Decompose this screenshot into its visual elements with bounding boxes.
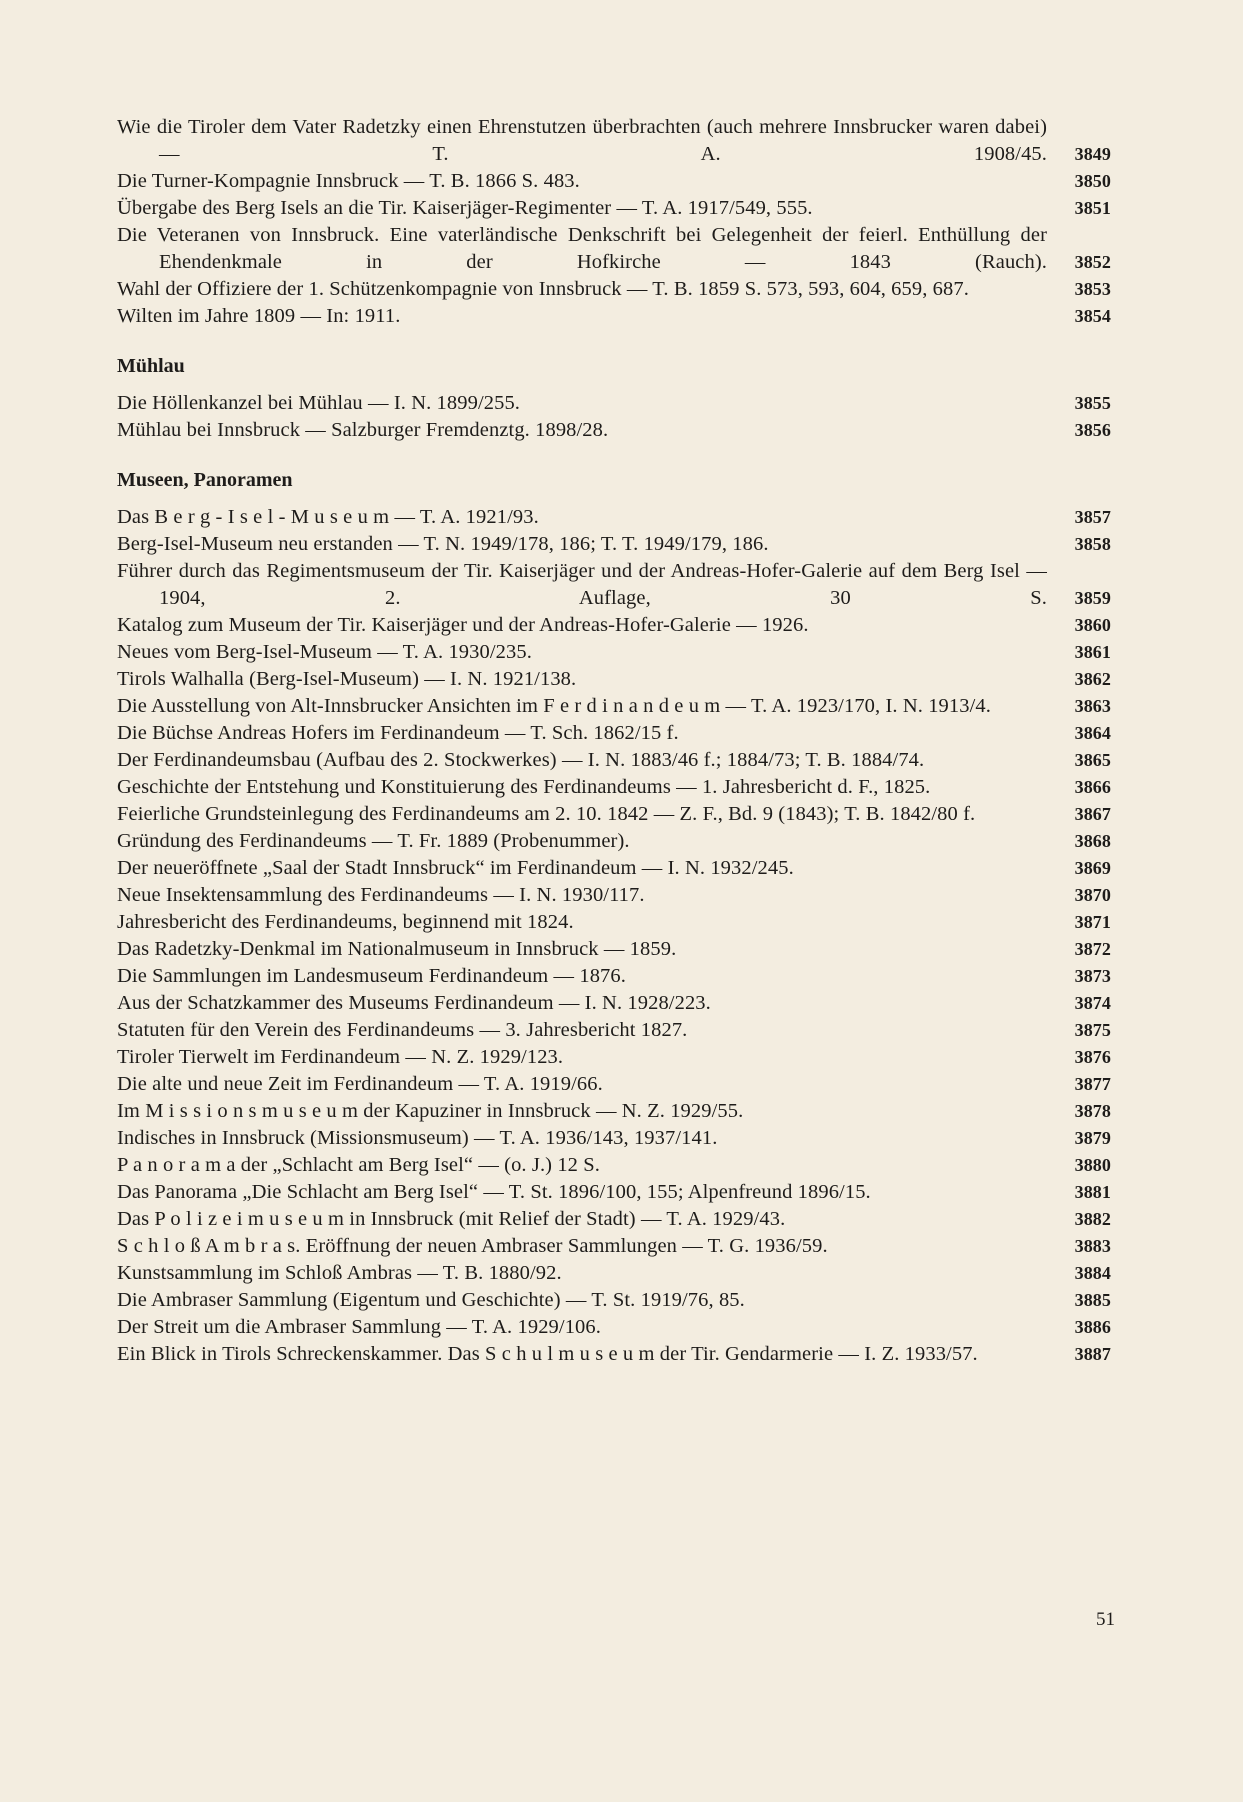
bibliography-entry — [117, 276, 1111, 303]
entry-text: Jahresbericht des Ferdinandeums, beginnend mit 1824. — [117, 911, 574, 933]
entry-text: Die Veteranen von Innsbruck. Eine vaterländische Denkschrift bei Gelegenheit der feierl. Enthüllung der Ehendenkmale in der Hofkirche — 1843 (Rauch). — [117, 224, 1047, 273]
entry-text: Indisches in Innsbruck (Missionsmuseum) — T. A. 1936/143, 1937/141. — [117, 1127, 718, 1149]
section-muehlau — [117, 353, 1111, 444]
entry-text: Der Streit um die Ambraser Sammlung — T. A. 1929/106. — [117, 1316, 601, 1338]
bibliography-entry — [117, 855, 1111, 882]
bibliography-entry — [117, 774, 1111, 801]
entry-text: Katalog zum Museum der Tir. Kaiserjäger und der Andreas-Hofer-Galerie — 1926. — [117, 614, 809, 636]
bibliography-entry — [117, 882, 1111, 909]
entry-number: 3874 — [1074, 993, 1111, 1013]
entry-text: Wie die Tiroler dem Vater Radetzky einen Ehrenstutzen überbrachten (auch mehrere Innsbrucker waren dabei) — T. A. 1908/45. — [117, 116, 1047, 165]
section-heading-muehlau: Mühlau — [117, 355, 185, 377]
entry-number: 3861 — [1074, 642, 1111, 662]
bibliography-entry — [117, 504, 1111, 531]
entry-text: Die alte und neue Zeit im Ferdinandeum — T. A. 1919/66. — [117, 1073, 603, 1095]
entry-number: 3886 — [1074, 1317, 1111, 1337]
entry-number: 3850 — [1074, 171, 1111, 191]
page-number: 51 — [1096, 1609, 1115, 1630]
entry-number: 3879 — [1074, 1128, 1111, 1148]
entry-text: Der Ferdinandeumsbau (Aufbau des 2. Stockwerkes) — I. N. 1883/46 f.; 1884/73; T. B. 1884/74. — [117, 749, 925, 771]
bibliography-entry — [117, 909, 1111, 936]
bibliography-entry — [117, 1287, 1111, 1314]
entry-number: 3884 — [1074, 1263, 1111, 1283]
bibliography-entry — [117, 828, 1111, 855]
entry-number: 3882 — [1074, 1209, 1111, 1229]
entry-number: 3880 — [1074, 1155, 1111, 1175]
entry-text: Ein Blick in Tirols Schreckenskammer. Das S c h u l m u s e u m der Tir. Gendarmerie — I. Z. 1933/57. — [117, 1343, 978, 1365]
entry-number: 3863 — [1074, 696, 1111, 716]
bibliography-entry — [117, 963, 1111, 990]
entry-number: 3873 — [1074, 966, 1111, 986]
entry-text: Kunstsammlung im Schloß Ambras — T. B. 1880/92. — [117, 1262, 562, 1284]
section-heading-museen: Museen, Panoramen — [117, 469, 293, 491]
entry-text: Das Panorama „Die Schlacht am Berg Isel“ — T. St. 1896/100, 155; Alpenfreund 1896/15. — [117, 1181, 871, 1203]
bibliography-entry — [117, 612, 1111, 639]
bibliography-entry — [117, 168, 1111, 195]
entry-number: 3852 — [1074, 252, 1111, 272]
entry-number: 3878 — [1074, 1101, 1111, 1121]
bibliography-entry — [117, 693, 1111, 720]
bibliography-entry — [117, 222, 1111, 276]
entry-number: 3871 — [1074, 912, 1111, 932]
bibliography-entry — [117, 666, 1111, 693]
entry-number: 3856 — [1074, 420, 1111, 440]
entry-number: 3881 — [1074, 1182, 1111, 1202]
entry-number: 3868 — [1074, 831, 1111, 851]
entry-text: Tirols Walhalla (Berg-Isel-Museum) — I. N. 1921/138. — [117, 668, 577, 690]
entry-text: Wahl der Offiziere der 1. Schützenkompagnie von Innsbruck — T. B. 1859 S. 573, 593, 604, 659, 687. — [117, 278, 969, 300]
muehlau-entries — [117, 390, 1111, 444]
entry-text: Der neueröffnete „Saal der Stadt Innsbruck“ im Ferdinandeum — I. N. 1932/245. — [117, 857, 794, 879]
entry-number: 3851 — [1074, 198, 1111, 218]
entry-text: Führer durch das Regimentsmuseum der Tir. Kaiserjäger und der Andreas-Hofer-Galerie auf dem Berg Isel — 1904, 2. Auflage, 30 S. — [117, 560, 1047, 609]
bibliography-entry — [117, 1260, 1111, 1287]
entry-number: 3872 — [1074, 939, 1111, 959]
entry-text: Die Ausstellung von Alt-Innsbrucker Ansichten im F e r d i n a n d e u m — T. A. 1923/170, I. N. 1913/4. — [117, 695, 991, 717]
bibliography-entry — [117, 1125, 1111, 1152]
entry-text: P a n o r a m a der „Schlacht am Berg Isel“ — (o. J.) 12 S. — [117, 1154, 600, 1176]
bibliography-entry — [117, 1206, 1111, 1233]
bibliography-entry — [117, 639, 1111, 666]
entry-text: Neue Insektensammlung des Ferdinandeums — I. N. 1930/117. — [117, 884, 645, 906]
bibliography-entry — [117, 558, 1111, 612]
bibliography-entry — [117, 417, 1111, 444]
bibliography-entry — [117, 720, 1111, 747]
bibliography-entry — [117, 990, 1111, 1017]
bibliography-entry — [117, 1071, 1111, 1098]
entry-text: Aus der Schatzkammer des Museums Ferdinandeum — I. N. 1928/223. — [117, 992, 711, 1014]
bibliography-entry — [117, 195, 1111, 222]
entry-text: Im M i s s i o n s m u s e u m der Kapuziner in Innsbruck — N. Z. 1929/55. — [117, 1100, 744, 1122]
entry-number: 3854 — [1074, 306, 1111, 326]
entry-number: 3866 — [1074, 777, 1111, 797]
bibliography-entry — [117, 1233, 1111, 1260]
bibliography-entry — [117, 747, 1111, 774]
entry-number: 3877 — [1074, 1074, 1111, 1094]
entry-number: 3857 — [1074, 507, 1111, 527]
entry-text: Die Turner-Kompagnie Innsbruck — T. B. 1866 S. 483. — [117, 170, 580, 192]
entry-number: 3859 — [1074, 588, 1111, 608]
entry-number: 3865 — [1074, 750, 1111, 770]
entry-number: 3853 — [1074, 279, 1111, 299]
entry-text: Die Ambraser Sammlung (Eigentum und Geschichte) — T. St. 1919/76, 85. — [117, 1289, 745, 1311]
entry-text: Das B e r g - I s e l - M u s e u m — T. A. 1921/93. — [117, 506, 539, 528]
entry-text: Das Radetzky-Denkmal im Nationalmuseum in Innsbruck — 1859. — [117, 938, 677, 960]
entry-text: Tiroler Tierwelt im Ferdinandeum — N. Z. 1929/123. — [117, 1046, 564, 1068]
entry-number: 3885 — [1074, 1290, 1111, 1310]
bibliography-entry — [117, 390, 1111, 417]
entry-text: Die Büchse Andreas Hofers im Ferdinandeum — T. Sch. 1862/15 f. — [117, 722, 679, 744]
entry-number: 3860 — [1074, 615, 1111, 635]
entry-text: Geschichte der Entstehung und Konstituierung des Ferdinandeums — 1. Jahresbericht d. F., 1825. — [117, 776, 931, 798]
innsbruck-entries — [117, 114, 1111, 330]
bibliography-entry — [117, 1044, 1111, 1071]
section-museen — [117, 467, 1111, 1368]
entry-number: 3870 — [1074, 885, 1111, 905]
entry-text: Mühlau bei Innsbruck — Salzburger Fremdenztg. 1898/28. — [117, 419, 609, 441]
entry-text: Die Sammlungen im Landesmuseum Ferdinandeum — 1876. — [117, 965, 626, 987]
entry-number: 3858 — [1074, 534, 1111, 554]
museen-entries — [117, 504, 1111, 1368]
entry-number: 3887 — [1074, 1344, 1111, 1364]
entry-text: Wilten im Jahre 1809 — In: 1911. — [117, 305, 401, 327]
entry-number: 3849 — [1074, 144, 1111, 164]
bibliography-list — [117, 114, 1111, 1368]
bibliography-entry — [117, 801, 1111, 828]
entry-number: 3864 — [1074, 723, 1111, 743]
entry-number: 3867 — [1074, 804, 1111, 824]
bibliography-entry — [117, 1341, 1111, 1368]
bibliography-entry — [117, 114, 1111, 168]
entry-text: Die Höllenkanzel bei Mühlau — I. N. 1899/255. — [117, 392, 521, 414]
entry-number: 3875 — [1074, 1020, 1111, 1040]
entry-number: 3876 — [1074, 1047, 1111, 1067]
bibliography-entry — [117, 936, 1111, 963]
bibliography-entry — [117, 1017, 1111, 1044]
entry-number: 3862 — [1074, 669, 1111, 689]
entry-text: Berg-Isel-Museum neu erstanden — T. N. 1949/178, 186; T. T. 1949/179, 186. — [117, 533, 769, 555]
entry-number: 3869 — [1074, 858, 1111, 878]
entry-text: Statuten für den Verein des Ferdinandeums — 3. Jahresbericht 1827. — [117, 1019, 688, 1041]
bibliography-entry — [117, 303, 1111, 330]
bibliography-entry — [117, 1098, 1111, 1125]
entry-text: S c h l o ß A m b r a s. Eröffnung der neuen Ambraser Sammlungen — T. G. 1936/59. — [117, 1235, 828, 1257]
entry-text: Übergabe des Berg Isels an die Tir. Kaiserjäger-Regimenter — T. A. 1917/549, 555. — [117, 197, 813, 219]
bibliography-entry — [117, 1314, 1111, 1341]
bibliography-entry — [117, 531, 1111, 558]
entry-text: Das P o l i z e i m u s e u m in Innsbruck (mit Relief der Stadt) — T. A. 1929/43. — [117, 1208, 786, 1230]
bibliography-entry — [117, 1152, 1111, 1179]
bibliography-entry — [117, 1179, 1111, 1206]
entry-number: 3883 — [1074, 1236, 1111, 1256]
entry-number: 3855 — [1074, 393, 1111, 413]
entry-text: Feierliche Grundsteinlegung des Ferdinandeums am 2. 10. 1842 — Z. F., Bd. 9 (1843); T. B. 1842/80 f. — [117, 803, 976, 825]
entry-text: Neues vom Berg-Isel-Museum — T. A. 1930/235. — [117, 641, 532, 663]
entry-text: Gründung des Ferdinandeums — T. Fr. 1889 (Probenummer). — [117, 830, 630, 852]
